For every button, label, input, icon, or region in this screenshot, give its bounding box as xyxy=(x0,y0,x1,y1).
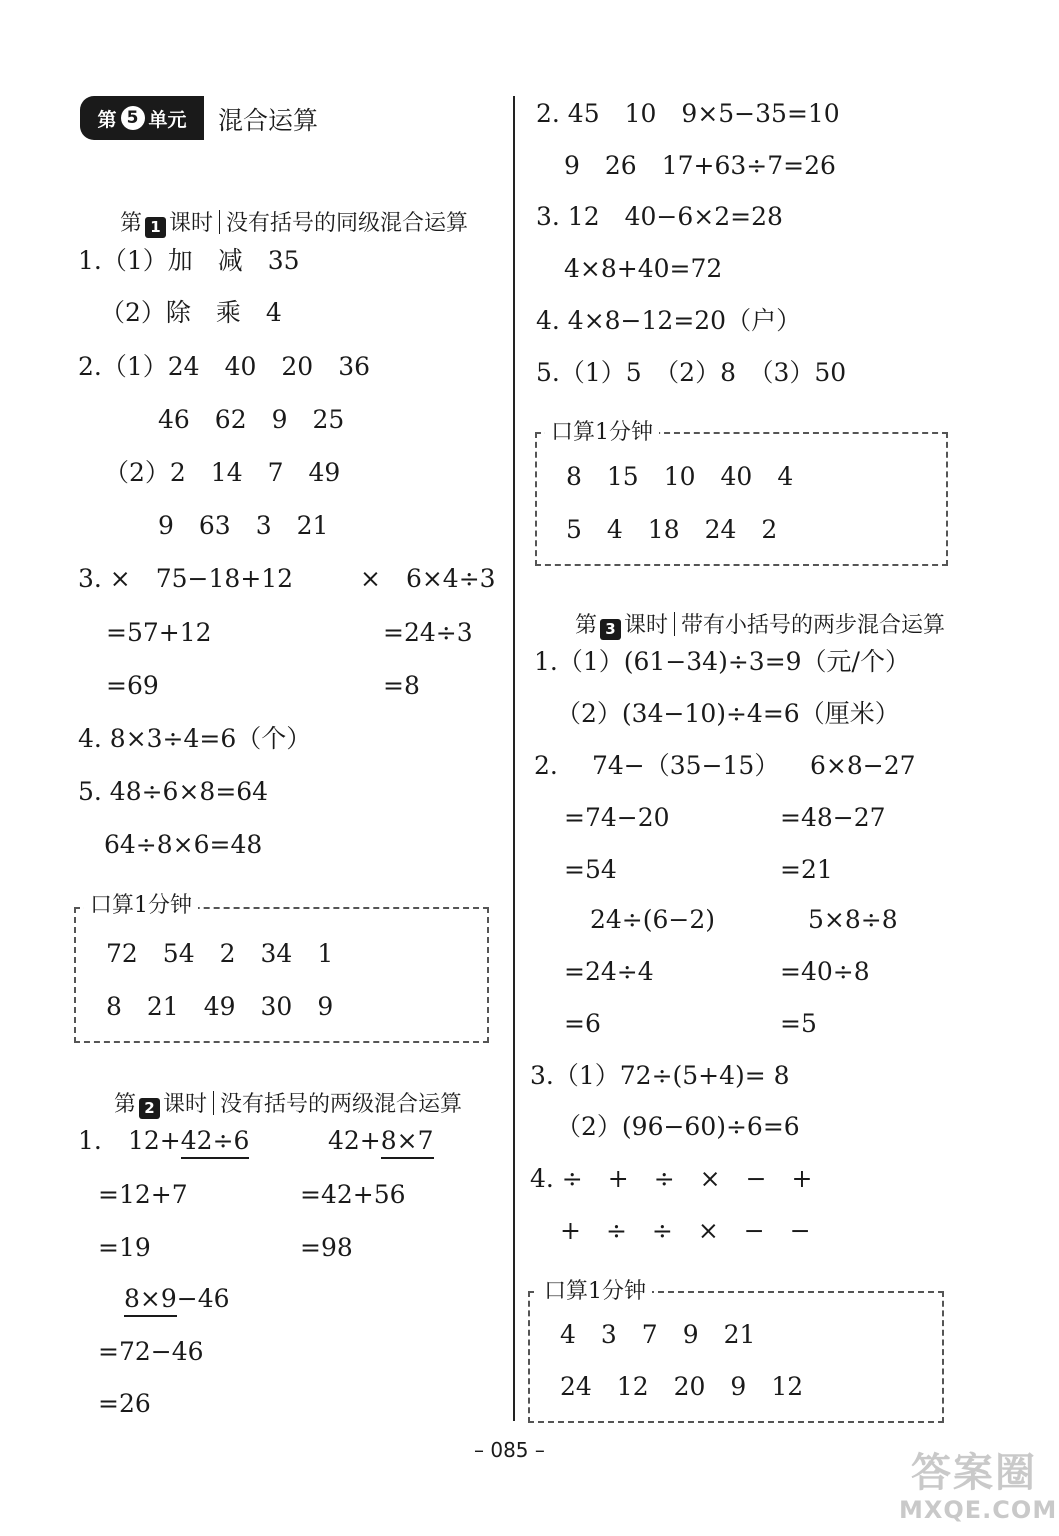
l3-line-9: =21 xyxy=(780,855,833,884)
l2-q1-number: 1. xyxy=(78,1126,102,1155)
lesson3-number: 3 xyxy=(600,619,621,640)
l3-line-7: 6×8−27 xyxy=(810,751,916,780)
lesson3-title: 带有小括号的两步混合运算 xyxy=(681,613,946,638)
oral-box-1 xyxy=(74,907,489,1043)
unit-number: 5 xyxy=(121,106,145,130)
watermark-bottom: MXQE.COM xyxy=(899,1496,1058,1524)
lesson3-separator xyxy=(674,612,675,636)
r-line-2: 9 26 17+63÷7=26 xyxy=(564,151,836,180)
unit-suffix: 单元 xyxy=(148,108,187,131)
oral-label-3: 口算1分钟 xyxy=(538,1279,652,1305)
l3-line-3: 2. xyxy=(534,751,558,780)
oral-row-3a: 4 3 7 9 21 xyxy=(560,1320,756,1349)
l1-line-5: （2）2 14 7 49 xyxy=(104,458,341,487)
watermark xyxy=(899,1450,1058,1530)
lesson2-suffix: 课时 xyxy=(163,1092,208,1117)
l3-line-2: （2）(34−10)÷4=6（厘米） xyxy=(556,699,900,728)
column-divider xyxy=(513,96,515,1421)
l3-line-8: =48−27 xyxy=(780,803,886,832)
l3-line-6: =54 xyxy=(564,855,617,884)
oral-row-2b: 5 4 18 24 2 xyxy=(566,515,778,544)
l3-line-10: 24÷(6−2) xyxy=(590,905,716,934)
l1-line-14: 5. 48÷6×8=64 xyxy=(78,777,269,806)
lesson3-prefix: 第 xyxy=(575,613,598,638)
lesson2-separator xyxy=(213,1091,214,1115)
unit-badge xyxy=(80,96,204,140)
oral-row-1a: 72 54 2 34 1 xyxy=(106,939,334,968)
lesson2-title: 没有括号的两级混合运算 xyxy=(220,1092,463,1117)
l2-a3-step-1: =72−46 xyxy=(98,1337,204,1366)
l2-a1-expr xyxy=(128,1126,249,1156)
page-number: – 085 – xyxy=(474,1438,545,1462)
lesson1-title: 没有括号的同级混合运算 xyxy=(226,211,469,236)
lesson1-number: 1 xyxy=(145,217,166,238)
lesson2-number: 2 xyxy=(139,1098,160,1119)
unit-prefix: 第 xyxy=(97,108,117,131)
oral-box-2 xyxy=(535,432,948,566)
l2-a1-step-2: =19 xyxy=(98,1233,151,1262)
r-line-5: 4. 4×8−12=20（户） xyxy=(536,306,802,335)
l3-line-16: 3.（1）72÷(5+4)= 8 xyxy=(530,1061,790,1090)
l2-a2-pre: 42+ xyxy=(328,1126,381,1155)
lesson3-suffix: 课时 xyxy=(624,613,669,638)
lesson3-header xyxy=(561,584,945,640)
l2-a2-step-2: =98 xyxy=(300,1233,353,1262)
l3-line-11: =24÷4 xyxy=(564,957,654,986)
l3-line-14: =40÷8 xyxy=(780,957,870,986)
r-line-6: 5.（1）5 （2）8 （3）50 xyxy=(536,358,847,387)
l1-line-12: =8 xyxy=(383,671,420,700)
oral-box-3 xyxy=(528,1291,944,1423)
l2-a1-pre: 12+ xyxy=(128,1126,181,1155)
l2-a2-expr xyxy=(328,1126,434,1156)
l1-line-3: 2.（1）24 40 20 36 xyxy=(78,352,371,381)
l2-a2-step-1: =42+56 xyxy=(300,1180,406,1209)
l3-line-18: 4. ÷ + ÷ × − + xyxy=(530,1164,813,1193)
oral-row-3b: 24 12 20 9 12 xyxy=(560,1372,804,1401)
oral-label-2: 口算1分钟 xyxy=(545,420,659,446)
watermark-top: 答案圈 xyxy=(911,1450,1037,1496)
l1-line-10: × 6×4÷3 xyxy=(360,564,496,593)
oral-row-1b: 8 21 49 30 9 xyxy=(106,992,334,1021)
l3-line-13: 5×8÷8 xyxy=(808,905,898,934)
l1-line-8: =57+12 xyxy=(106,618,212,647)
l1-line-13: 4. 8×3÷4=6（个） xyxy=(78,724,312,753)
l2-a3-expr xyxy=(124,1284,230,1314)
oral-row-2a: 8 15 10 40 4 xyxy=(566,462,794,491)
l2-a3-underlined: 8×9 xyxy=(124,1284,177,1317)
l2-a3-step-2: =26 xyxy=(98,1389,151,1418)
l2-a2-underlined: 8×7 xyxy=(381,1126,434,1159)
unit-title: 混合运算 xyxy=(218,106,319,135)
l1-line-15: 64÷8×6=48 xyxy=(104,830,263,859)
l3-line-5: =74−20 xyxy=(564,803,670,832)
oral-label-1: 口算1分钟 xyxy=(84,893,198,919)
l1-line-9: =69 xyxy=(106,671,159,700)
l1-line-4: 46 62 9 25 xyxy=(158,405,345,434)
l1-line-7: 3. × 75−18+12 xyxy=(78,564,294,593)
r-line-4: 4×8+40=72 xyxy=(564,254,723,283)
lesson1-prefix: 第 xyxy=(120,211,143,236)
l3-line-17: （2）(96−60)÷6=6 xyxy=(556,1112,800,1141)
l1-line-6: 9 63 3 21 xyxy=(158,511,329,540)
lesson1-separator xyxy=(219,210,220,234)
l3-line-19: + ÷ ÷ × − − xyxy=(560,1216,811,1245)
l1-line-2: （2）除 乘 4 xyxy=(100,298,282,327)
l3-line-12: =6 xyxy=(564,1009,601,1038)
lesson1-suffix: 课时 xyxy=(169,211,214,236)
r-line-1: 2. 45 10 9×5−35=10 xyxy=(536,99,840,128)
l2-a1-underlined: 42÷6 xyxy=(181,1126,250,1159)
l1-line-1: 1.（1）加 减 35 xyxy=(78,246,300,275)
l2-a1-step-1: =12+7 xyxy=(98,1180,188,1209)
lesson2-header xyxy=(100,1063,462,1119)
l3-line-15: =5 xyxy=(780,1009,817,1038)
l3-line-1: 1.（1）(61−34)÷3=9（元/个） xyxy=(534,647,910,676)
lesson1-header xyxy=(106,182,468,238)
lesson2-prefix: 第 xyxy=(114,1092,137,1117)
l2-a3-post: −46 xyxy=(176,1284,230,1313)
r-line-3: 3. 12 40−6×2=28 xyxy=(536,202,783,231)
l3-line-4: 74−（35−15） xyxy=(592,751,780,780)
l1-line-11: =24÷3 xyxy=(383,618,473,647)
